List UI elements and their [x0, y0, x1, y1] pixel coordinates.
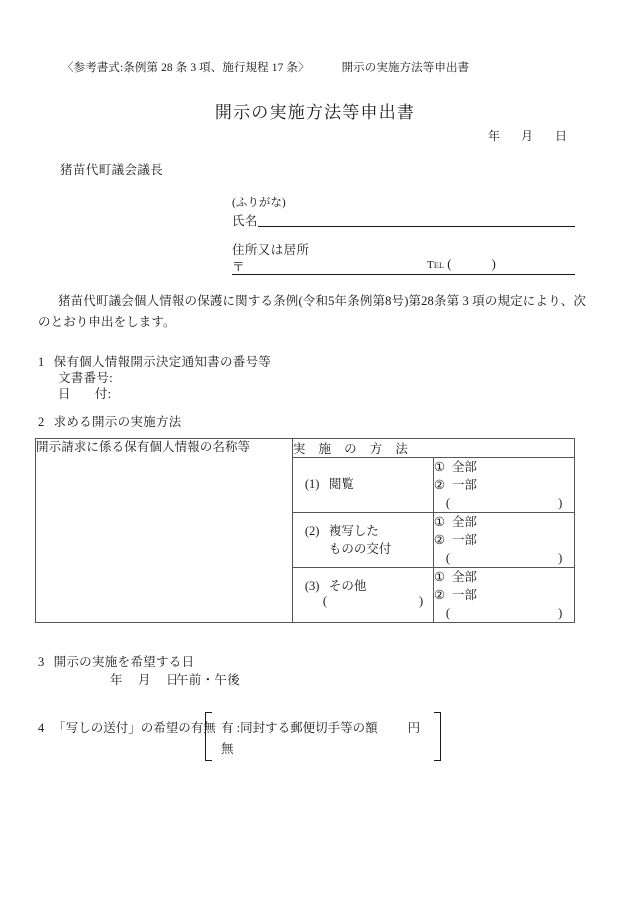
section-2-title: 求める開示の実施方法: [53, 415, 182, 429]
circled-number-1-icon: ①: [433, 460, 446, 474]
scope-detail-blank-1[interactable]: [434, 494, 574, 512]
disclosure-method-table: [35, 438, 575, 623]
copy-delivery-yes-label: 有 :同封する郵便切手等の額: [221, 721, 378, 735]
scope-cell-browse[interactable]: [433, 458, 574, 513]
method-name-2: 複写した: [328, 524, 379, 538]
section-4-number: 4: [38, 721, 45, 735]
form-note-prefix: 〈参考書式:条例第 28 条 3 項、施行規程 17 条〉: [62, 62, 310, 74]
circled-number-2-icon: ②: [433, 478, 446, 492]
scope-option-partial-1[interactable]: [434, 476, 574, 494]
scope-option-full-2[interactable]: [434, 513, 574, 531]
name-label: 氏名: [232, 214, 258, 228]
section-1-title: 保有個人情報開示決定通知書の番号等: [53, 355, 272, 369]
name-field-row: [232, 211, 575, 229]
scope-paren-open-3: (: [445, 606, 451, 620]
scope-label-partial-1: 一部: [451, 478, 477, 492]
scope-label-partial-2: 一部: [451, 533, 477, 547]
circled-number-1-icon: ①: [433, 515, 446, 529]
date-month-label: 月: [521, 129, 534, 143]
form-note-title: 開示の実施方法等申出書: [341, 62, 470, 74]
tel-paren-open: (: [447, 257, 452, 271]
copy-delivery-no-label: 無: [221, 742, 234, 756]
legal-basis-paragraph: 猪苗代町議会個人情報の保護に関する条例(令和5年条例第8号)第28条第 3 項の規定により、次のとおり申出をします。: [38, 294, 586, 329]
address-label: 住所又は居所: [232, 243, 310, 257]
page-title: 開示の実施方法等申出書: [214, 103, 416, 122]
section-2-heading: [38, 412, 182, 430]
column-header-method: [292, 439, 574, 458]
circled-number-1-icon: ①: [433, 570, 446, 584]
scope-cell-other[interactable]: [433, 568, 574, 623]
date-year-label: 年: [488, 129, 501, 143]
desired-date-year: 年: [110, 673, 123, 687]
section-1-number: 1: [38, 355, 45, 369]
scope-paren-open-1: (: [445, 496, 451, 510]
section-4-title: 「写しの送付」の希望の有無: [53, 721, 216, 735]
desired-date-day: 日: [166, 673, 179, 687]
scope-option-partial-2[interactable]: [434, 531, 574, 549]
method-name-3: その他: [328, 579, 367, 593]
section-3-title: 開示の実施を希望する日: [53, 655, 195, 669]
date-fill-line: [488, 127, 567, 144]
column-header-method-text: 実 施 の 方 法: [292, 442, 413, 456]
telephone-field[interactable]: [427, 257, 496, 272]
method-name-2-line2: ものの交付: [328, 542, 392, 556]
name-input-rule[interactable]: [258, 211, 575, 227]
notice-date-label-b: 付:: [94, 387, 112, 401]
copy-delivery-option-list: [205, 712, 441, 760]
section-2-number: 2: [38, 415, 45, 429]
section-4-heading: [38, 718, 216, 736]
notice-date-label-a: 日: [58, 387, 71, 401]
date-day-label: 日: [555, 129, 568, 143]
method-label-other: [305, 576, 367, 594]
address-field-row[interactable]: [232, 257, 575, 275]
copy-delivery-option-no[interactable]: [221, 739, 425, 760]
scope-detail-blank-2[interactable]: [434, 549, 574, 567]
scope-detail-blank-3[interactable]: [434, 604, 574, 622]
scope-label-full-1: 全部: [451, 460, 477, 474]
scope-paren-close-1: ): [558, 496, 563, 510]
method-index-2: (2): [304, 524, 320, 538]
form-reference-note: [62, 59, 469, 75]
furigana-label: (ふりがな): [232, 197, 286, 209]
method-other-blank[interactable]: [323, 594, 423, 609]
scope-label-full-3: 全部: [451, 570, 477, 584]
postage-amount-unit: 円: [407, 721, 421, 735]
scope-option-full-1[interactable]: [434, 458, 574, 476]
method-label-browse: [305, 474, 354, 492]
scope-option-full-3[interactable]: [434, 568, 574, 586]
copy-delivery-option-yes[interactable]: [221, 718, 425, 739]
table-header-row: [36, 439, 575, 458]
scope-paren-close-2: ): [558, 551, 563, 565]
notice-date-label: [58, 384, 111, 402]
method-label-copy: [305, 521, 379, 539]
document-number-label: 文書番号:: [58, 371, 113, 385]
tel-label: Tel: [427, 259, 445, 271]
addressee: 猪苗代町議会議長: [60, 163, 164, 177]
circled-number-2-icon: ②: [433, 588, 446, 602]
method-cell-copy[interactable]: [292, 513, 433, 568]
scope-label-full-2: 全部: [451, 515, 477, 529]
desired-date-month: 月: [138, 673, 151, 687]
scope-paren-open-2: (: [445, 551, 451, 565]
method-index-1: (1): [304, 477, 320, 491]
desired-date-fill-line[interactable]: [110, 670, 240, 688]
tel-paren-close: ): [491, 257, 496, 271]
desired-time-ampm[interactable]: 午前・午後: [176, 673, 241, 687]
section-3-number: 3: [38, 655, 45, 669]
scope-option-partial-3[interactable]: [434, 586, 574, 604]
postal-code-symbol: 〒: [232, 260, 245, 274]
method-name-1: 閲覧: [328, 477, 354, 491]
column-header-info-name: 開示請求に係る保有個人情報の名称等: [36, 439, 293, 623]
circled-number-2-icon: ②: [433, 533, 446, 547]
scope-cell-copy[interactable]: [433, 513, 574, 568]
scope-label-partial-3: 一部: [451, 588, 477, 602]
method-index-3: (3): [304, 579, 320, 593]
method-paren-close-3: ): [419, 594, 424, 608]
scope-paren-close-3: ): [558, 606, 563, 620]
copy-delivery-options: [205, 712, 441, 761]
method-cell-browse[interactable]: [292, 458, 433, 513]
method-cell-other[interactable]: [292, 568, 433, 623]
method-paren-open-3: (: [322, 594, 328, 608]
section-3-heading: [38, 652, 194, 670]
